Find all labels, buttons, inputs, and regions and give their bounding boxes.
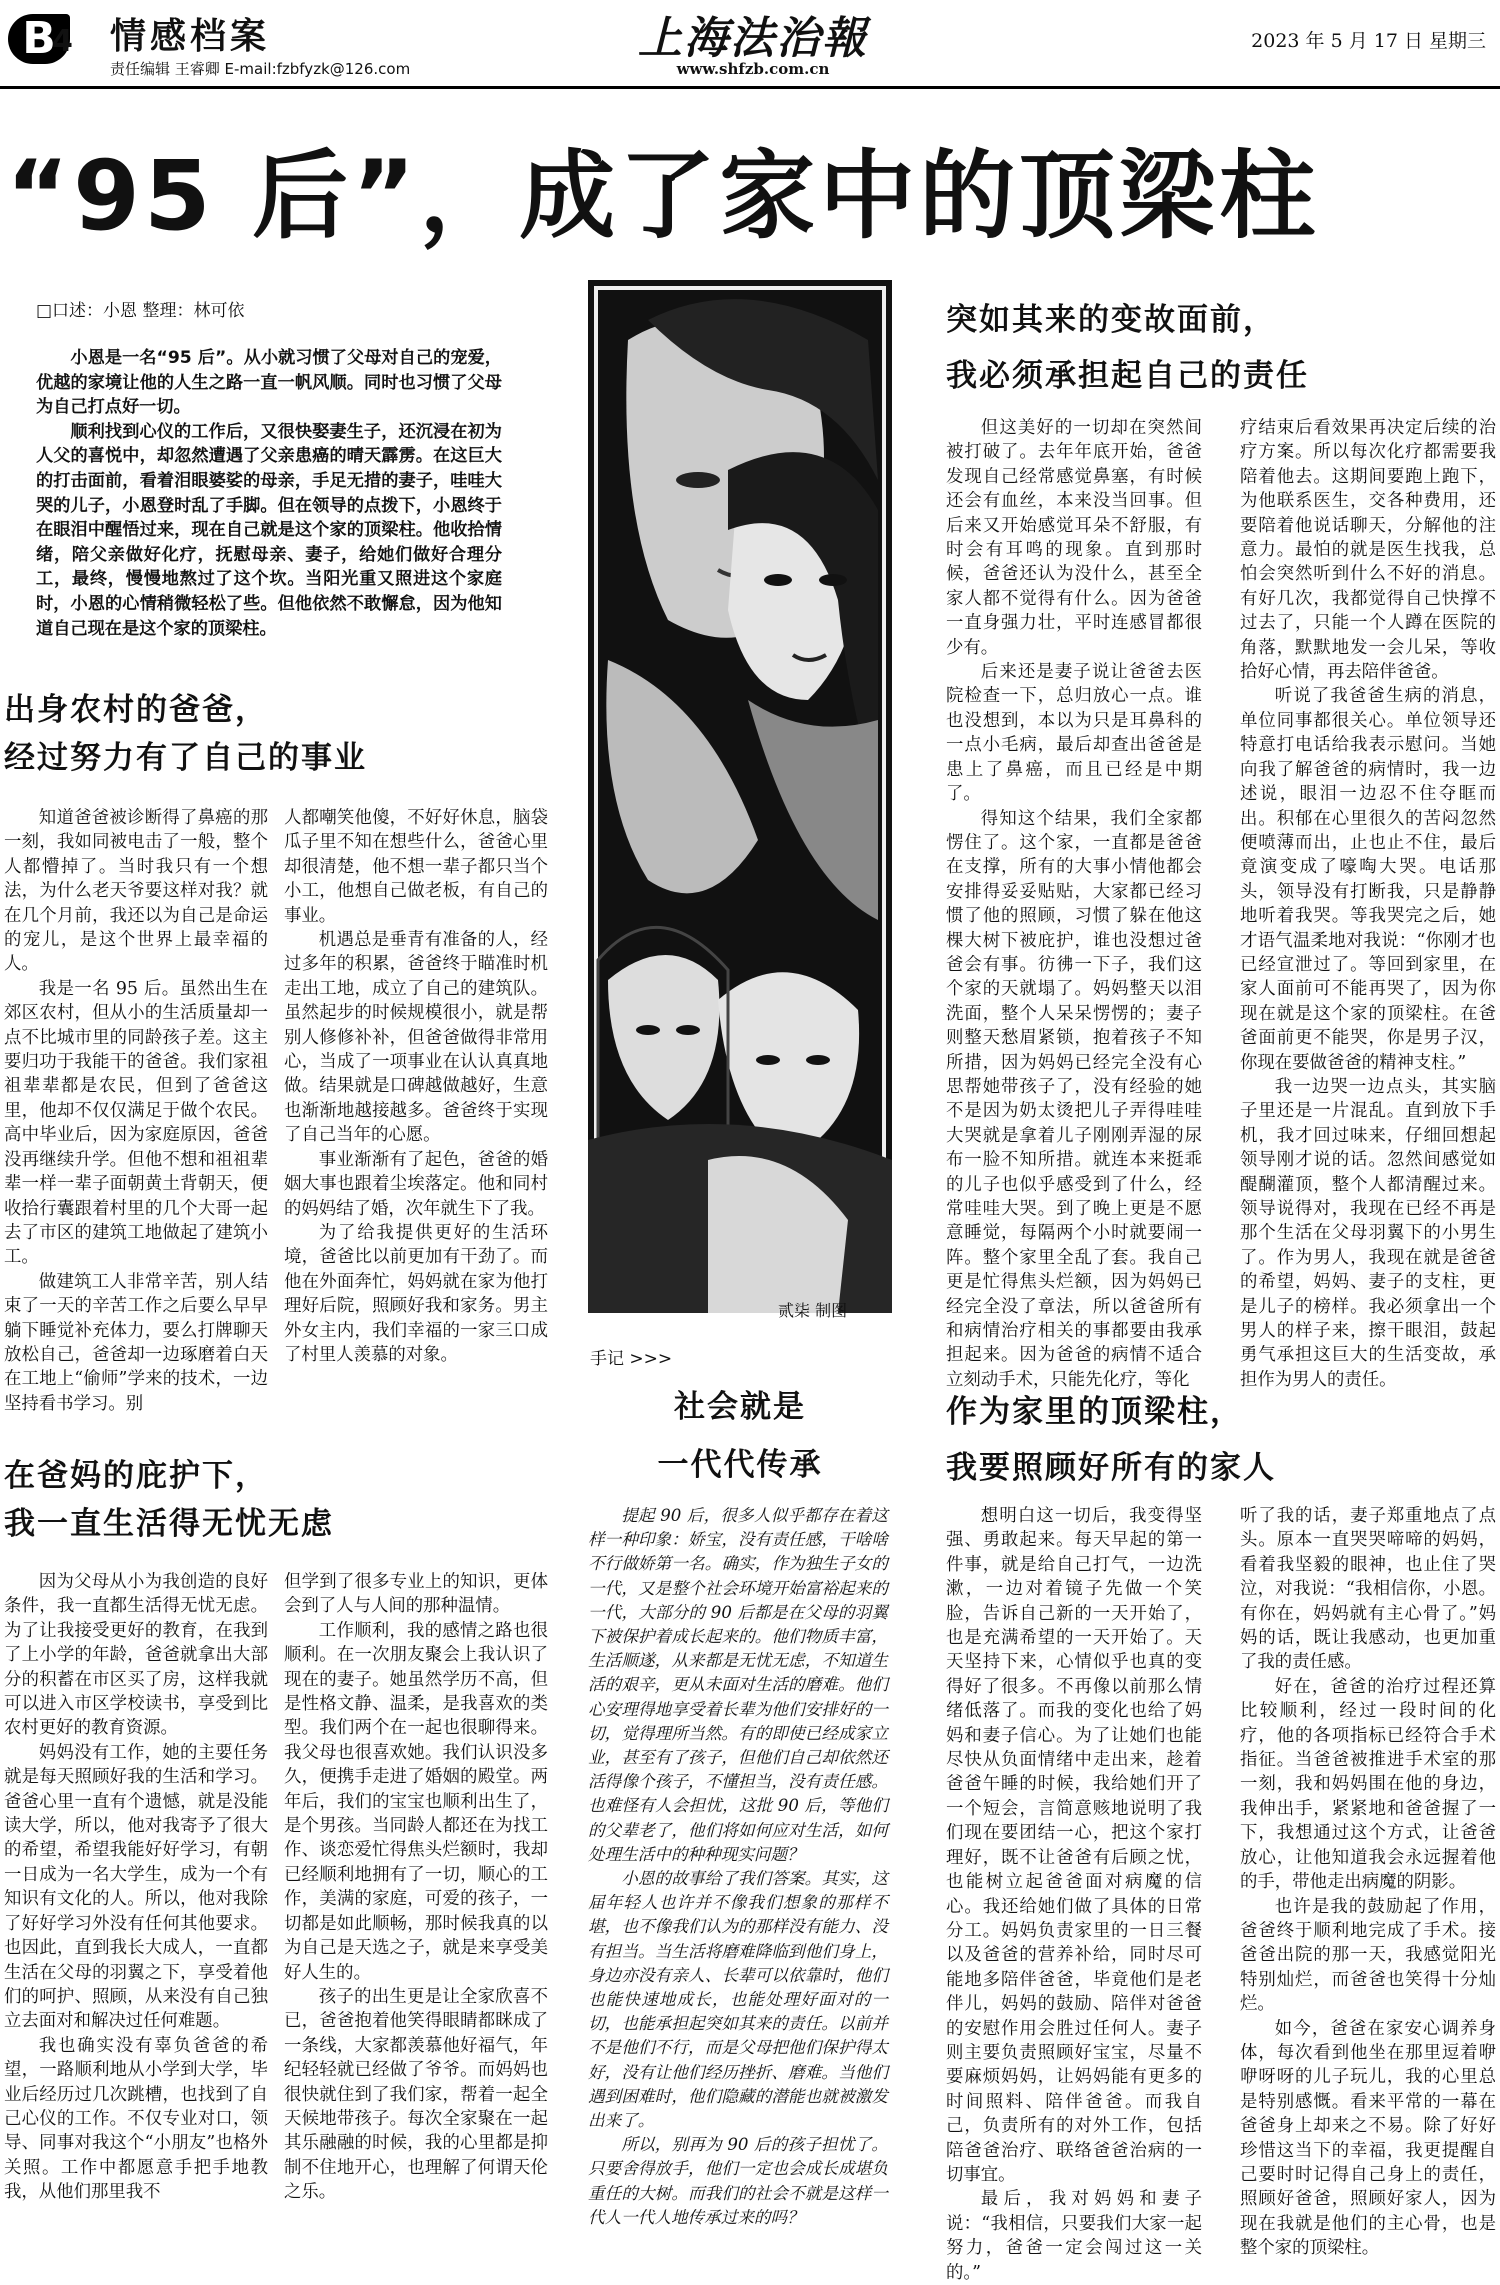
illustration-credit: 贰柒 制图 <box>778 1301 848 1320</box>
header-rule <box>0 86 1500 89</box>
section-heading-crisis <box>946 292 1486 404</box>
paragraph: 听说了我爸爸生病的消息，单位同事都很关心。单位领导还特意打电话给我表示慰问。当她向我了解爸爸的病情时，我一边述说，眼泪一边忍不住夺眶而出。积郁在心里很久的苦闷忽然便喷薄而出，止也止不住，最后竟演变成了嚎啕大哭。电话那头，领导没有打断我，只是静静地听着我哭。等我哭完之后，她才语气温柔地对我说：“你刚才也已经宣泄过了。等回到家里，在家人面前可不能再哭了，因为你现在就是这个家的顶梁柱。在爸爸面前更不能哭，你是男子汉，你现在要做爸爸的精神支柱。” <box>1240 686 1496 1073</box>
paragraph: 做建筑工人非常辛苦，别人结束了一天的辛苦工作之后要么早早躺下睡觉补充体力，要么打牌聊天放松自己，爸爸却一边琢磨着白天在工地上“偷师”学来的技术，一边坚持看书学习。别 <box>4 1271 268 1414</box>
heading-line: 我一直生活得无忧无虑 <box>4 1506 334 1542</box>
paragraph: 知道爸爸被诊断得了鼻癌的那一刻，我如同被电击了一般，整个人都懵掉了。当时我只有一个想法，为什么老天爷要这样对我？就在几个月前，我还以为自己是命运的宠儿，是这个世界上最幸福的人。 <box>4 808 268 975</box>
section-pillar-col1 <box>946 1504 1202 2283</box>
paragraph: 我也确实没有辜负爸爸的希望，一路顺利地从小学到大学，毕业后经历过几次跳槽，也找到了自己心仪的工作。不仅专业对口，领导、同事对我这个“小朋友”也格外关照。工作中都愿意手把手地教我，从他们那里我不 <box>4 2035 268 2203</box>
section-heading-father <box>4 686 564 782</box>
section-pillar-col2 <box>1240 1504 1496 2259</box>
notes-body <box>588 1504 888 2226</box>
paragraph: 妈妈没有工作，她的主要任务就是每天照顾好我的生活和学习。爸爸心里一直有个遗憾，就是没能读大学，所以，他对我寄予了很大的希望，希望我能好好学习，有朝一日成为一名大学生，成为一个有知识有文化的人。所以，他对我除了好好学习外没有任何其他要求。也因此，直到我长大成人，一直都生活在父母的羽翼之下，享受着他们的呵护、照顾，从来没有自己独立去面对和解决过任何难题。 <box>4 1742 268 2032</box>
heading-line: 我要照顾好所有的家人 <box>946 1450 1276 1486</box>
byline: □口述：小恩 整理：林可依 <box>36 301 245 321</box>
issue-date: 2023 年 5 月 17 日 星期三 <box>1251 30 1486 52</box>
masthead <box>0 0 1500 90</box>
lead-paragraphs <box>36 346 502 639</box>
heading-line: 一代代传承 <box>657 1447 823 1483</box>
paragraph: 后来还是妻子说让爸爸去医院检查一下，总归放心一点。谁也没想到，本以为只是耳鼻科的一点小毛病，最后却查出爸爸是患上了鼻癌，而且已经是中期了。 <box>946 662 1202 805</box>
page-number: 4 <box>52 24 73 59</box>
paragraph: 得知这个结果，我们全家都愣住了。这个家，一直都是爸爸在支撑，所有的大事小情他都会安排得妥妥贴贴，大家都已经习惯了他的照顾，习惯了躲在他这棵大树下被庇护，谁也没想过爸爸会有事。彷彿一下子，我们这个家的天就塌了。妈妈整天以泪洗面，整个人呆呆愣愣的；妻子则整天愁眉紧锁，抱着孩子不知所措，因为妈妈已经完全没有心思帮她带孩子了，没有经验的她不是因为奶太烫把儿子弄得哇哇大哭就是拿着儿子刚刚弄湿的尿布一脸不知所措。就连本来挺乖的儿子也似乎感受到了什么，经常哇哇大哭。到了晚上更是不愿意睡觉，每隔两个小时就要闹一阵。整个家里全乱了套。我自己更是忙得焦头烂额，因为妈妈已经完全没了章法，所以爸爸所有和病情治疗相关的事都要由我承担起来。因为爸爸的病情不适合立刻动手术，只能先化疗，等化 <box>946 808 1202 1390</box>
section-father-col1 <box>4 806 268 1412</box>
section-father-col2 <box>284 806 548 1412</box>
heading-line: 作为家里的顶梁柱， <box>946 1394 1243 1430</box>
paragraph: 听了我的话，妻子郑重地点了点头。原本一直哭哭啼啼的妈妈，看着我坚毅的眼神，也止住了哭泣，对我说：“我相信你，小恩。有你在，妈妈就有主心骨了。”妈妈的话，既让我感动，也更加重了我的责任感。 <box>1240 1506 1496 1673</box>
section-title: 情感档案 <box>110 16 271 57</box>
paragraph: 机遇总是垂青有准备的人，经过多年的积累，爸爸终于瞄准时机走出工地，成立了自己的建筑队。虽然起步的时候规模很小，就是帮别人修修补补，但爸爸做得非常用心，当成了一项事业在认认真真地做。结果就是口碑越做越好，生意也渐渐地越接越多。爸爸终于实现了自己当年的心愿。 <box>284 930 548 1146</box>
page-number-badge <box>8 6 100 68</box>
section-childhood-col2 <box>284 1570 548 2226</box>
lead-paragraph: 小恩是一名“95 后”。从小就习惯了父母对自己的宠爱，优越的家境让他的人生之路一直一帆风顺。同时也习惯了父母为自己打点好一切。 <box>36 348 502 418</box>
heading-line: 突如其来的变故面前， <box>946 302 1276 338</box>
notes-label: 手记 >>> <box>590 1349 673 1369</box>
page-letter: B <box>8 14 70 64</box>
paragraph: 为了给我提供更好的生活环境，爸爸比以前更加有干劲了。而他在外面奔忙，妈妈就在家为他打理好后院，照顾好我和家务。男主外女主内，我们幸福的一家三口成了村里人羡慕的对象。 <box>284 1222 548 1365</box>
paragraph: 孩子的出生更是让全家欣喜不已，爸爸抱着他笑得眼睛都眯成了一条线，大家都羡慕他好福气，年纪轻轻就已经做了爷爷。而妈妈也很快就住到了我们家，帮着一起全天候地带孩子。每次全家聚在一起其乐融融的时候，我的心里都是抑制不住地开心，也理解了何谓天伦之乐。 <box>284 1986 548 2203</box>
paragraph: 工作顺利，我的感情之路也很顺利。在一次朋友聚会上我认识了现在的妻子。她虽然学历不高，但是性格文静、温柔，是我喜欢的类型。我们两个在一起也很聊得来。我父母也很喜欢她。我们认识没多久，便携手走进了婚姻的殿堂。两年后，我们的宝宝也顺利出生了，是个男孩。当同龄人都还在为找工作、谈恋爱忙得焦头烂额时，我却已经顺利地拥有了一切，顺心的工作，美满的家庭，可爱的孩子，一切都是如此顺畅，那时候我真的以为自己是天选之子，就是来享受美好人生的。 <box>284 1620 548 1983</box>
notes-heading <box>588 1378 892 1494</box>
paragraph: 我是一名 95 后。虽然出生在郊区农村，但从小的生活质量却一点不比城市里的同龄孩子差。这主要归功于我能干的爸爸。我们家祖祖辈辈都是农民，但到了爸爸这里，他却不仅仅满足于做个农民。高中毕业后，因为家庭原因，爸爸没再继续升学。但他不想和祖祖辈辈一样一辈子面朝黄土背朝天，便收拾行囊跟着村里的几个大哥一起去了市区的建筑工地做起了建筑小工。 <box>4 978 268 1268</box>
illustration-image <box>588 280 892 1313</box>
heading-line: 在爸妈的庇护下， <box>4 1458 268 1494</box>
section-crisis-col2 <box>1240 416 1496 1390</box>
lead-paragraph: 顺利找到心仪的工作后，又很快娶妻生子，还沉浸在初为人父的喜悦中，却忽然遭遇了父亲患癌的晴天霹雳。在这巨大的打击面前，看着泪眼婆娑的母亲，手足无措的妻子，哇哇大哭的儿子，小恩登时乱了手脚。但在领导的点拨下，小恩终于在眼泪中醒悟过来，现在自己就是这个家的顶梁柱。他收拾情绪，陪父亲做好化疗，抚慰母亲、妻子，给她们做好合理分工，最终，慢慢地熬过了这个坎。当阳光重又照进这个家庭时，小恩的心情稍微轻松了些。但他依然不敢懈怠，因为他知道自己现在是这个家的顶梁柱。 <box>36 421 502 639</box>
heading-line: 经过努力有了自己的事业 <box>4 740 367 776</box>
section-heading-childhood <box>4 1452 564 1548</box>
paragraph: 所以，别再为 90 后的孩子担忧了。只要舍得放手，他们一定也会成长成堪负重任的大树。而我们的社会不就是这样一代人一代人地传承过来的吗？ <box>588 2135 888 2227</box>
heading-line: 社会就是 <box>674 1389 806 1425</box>
paragraph: 小恩的故事给了我们答案。其实，这届年轻人也许并不像我们想象的那样不堪，也不像我们认为的那样没有能力、没有担当。当生活将磨难降临到他们身上，身边亦没有亲人、长辈可以依靠时，他们也能快速地成长，也能处理好面对的一切，也能承担起突如其来的责任。以前并不是他们不行，而是父母把他们保护得太好，没有让他们经历挫折、磨难。当他们遇到困难时，他们隐藏的潜能也就被激发出来了。 <box>588 1869 888 2131</box>
paragraph: 但学到了很多专业上的知识，更体会到了人与人间的那种温情。 <box>284 1572 548 1617</box>
paragraph: 也许是我的鼓励起了作用，爸爸终于顺利地完成了手术。接爸爸出院的那一天，我感觉阳光特别灿烂，而爸爸也笑得十分灿烂。 <box>1240 1896 1496 2015</box>
section-crisis-col1 <box>946 416 1202 1390</box>
paper-name: 上海法治報 <box>638 13 868 64</box>
paragraph: 想明白这一切后，我变得坚强、勇敢起来。每天早起的第一件事，就是给自己打气，一边洗漱，一边对着镜子先做一个笑脸，告诉自己新的一天开始了，也是充满希望的一天开始了。天天坚持下来，心情似乎也真的变得好了很多。不再像以前那么情绪低落了。而我的变化也给了妈妈和妻子信心。为了让她们也能尽快从负面情绪中走出来，趁着爸爸午睡的时候，我给她们开了一个短会，言简意赅地说明了我们现在要团结一心，把这个家打理好，既不让爸爸有后顾之忧，也能树立起爸爸面对病魔的信心。我还给她们做了具体的日常分工。妈妈负责家里的一日三餐以及爸爸的营养补给，同时尽可能地多陪伴爸爸，毕竟他们是老伴儿，妈妈的鼓励、陪伴对爸爸的安慰作用会胜过任何人。妻子则主要负责照顾好宝宝，尽量不要麻烦妈妈，让妈妈能有更多的时间照料、陪伴爸爸。而我自己，负责所有的对外工作，包括陪爸爸治疗、联络爸爸治病的一切事宜。 <box>946 1506 1202 2185</box>
paragraph: 最后，我对妈妈和妻子说：“我相信，只要我们大家一起努力，爸爸一定会闯过这一关的。” <box>946 2189 1202 2283</box>
paragraph: 但这美好的一切却在突然间被打破了。去年年底开始，爸爸发现自己经常感觉鼻塞，有时候还会有血丝，本来没当回事。但后来又开始感觉耳朵不舒服，有时会有耳鸣的现象。直到那时候，爸爸还认为没什么，甚至全家人都不觉得有什么。因为爸爸一直身强力壮，平时连感冒都很少有。 <box>946 418 1202 658</box>
paragraph: 提起 90 后，很多人似乎都存在着这样一种印象：娇宝，没有责任感，干啥啥不行做娇第一名。确实，作为独生子女的一代，又是整个社会环境开始富裕起来的一代，大部分的 90 后都是在父母的羽翼下被保护着成长起来的。他们物质丰富，生活顺遂，从来都是无忧无虑，不知道生活的艰辛，更从未面对生活的磨难。他们心安理得地享受着长辈为他们安排好的一切，觉得理所当然。有的即使已经成家立业，甚至有了孩子，但他们自己却依然还活得像个孩子，不懂担当，没有责任感。也难怪有人会担忧，这批 90 后，等他们的父辈老了，他们将如何应对生活，如何处理生活中的种种现实问题？ <box>588 1506 888 1864</box>
section-childhood-col1 <box>4 1570 268 2226</box>
paragraph: 我一边哭一边点头，其实脑子里还是一片混乱。直到放下手机，我才回过味来，仔细回想起领导刚才说的话。忽然间感觉如醍醐灌顶，整个人都清醒过来。领导说得对，我现在已经不再是那个生活在父母羽翼下的小男生了。作为男人，我现在就是爸爸的希望，妈妈、妻子的支柱，更是儿子的榜样。我必须拿出一个男人的样子来，擦干眼泪，鼓起勇气承担这巨大的生活变故，承担作为男人的责任。 <box>1240 1076 1496 1390</box>
paragraph: 好在，爸爸的治疗过程还算比较顺利，经过一段时间的化疗，他的各项指标已经符合手术指征。当爸爸被推进手术室的那一刻，我和妈妈围在他的身边，我伸出手，紧紧地和爸爸握了一下，我想通过这个方式，让爸爸放心，让他知道我会永远握着他的手，带他走出病魔的阴影。 <box>1240 1676 1496 1893</box>
paragraph: 疗结束后看效果再决定后续的治疗方案。所以每次化疗都需要我陪着他去。这期间要跑上跑下，为他联系医生，交各种费用，还要陪着他说话聊天，分解他的注意力。最怕的就是医生找我，总怕会突然听到什么不好的消息。有好几次，我都觉得自己快撑不过去了，只能一个人蹲在医院的角落，默默地发一会儿呆，等收拾好心情，再去陪伴爸爸。 <box>1240 418 1496 683</box>
paper-url: www.shfzb.com.cn <box>676 60 830 78</box>
heading-line: 出身农村的爸爸， <box>4 692 268 728</box>
heading-line: 我必须承担起自己的责任 <box>946 358 1309 394</box>
paragraph: 人都嘲笑他傻，不好好休息，脑袋瓜子里不知在想些什么，爸爸心里却很清楚，他不想一辈子都只当个小工，他想自己做老板，有自己的事业。 <box>284 808 548 926</box>
paragraph: 因为父母从小为我创造的良好条件，我一直都生活得无忧无虑。为了让我接受更好的教育，在我到了上小学的年龄，爸爸就拿出大部分的积蓄在市区买了房，这样我就可以进入市区学校读书，享受到比农村更好的教育资源。 <box>4 1572 268 1739</box>
editor-line: 责任编辑 王睿卿 E-mail:fzbfyzk@126.com <box>110 60 411 78</box>
headline: “95 后”，成了家中的顶梁柱 <box>6 140 1320 252</box>
illustration-art <box>588 280 892 1313</box>
section-heading-pillar <box>946 1384 1486 1496</box>
paragraph: 如今，爸爸在家安心调养身体，每次看到他坐在那里逗着咿咿呀呀的儿子玩儿，我的心里总是特别感慨。看来平常的一幕在爸爸身上却来之不易。除了好好珍惜这当下的幸福，我更提醒自己要时时记得自己身上的责任，照顾好爸爸，照顾好家人，因为现在我就是他们的主心骨，也是整个家的顶梁柱。 <box>1240 2018 1496 2259</box>
paragraph: 事业渐渐有了起色，爸爸的婚姻大事也跟着尘埃落定。他和同村的妈妈结了婚，次年就生下了我。 <box>284 1149 548 1219</box>
